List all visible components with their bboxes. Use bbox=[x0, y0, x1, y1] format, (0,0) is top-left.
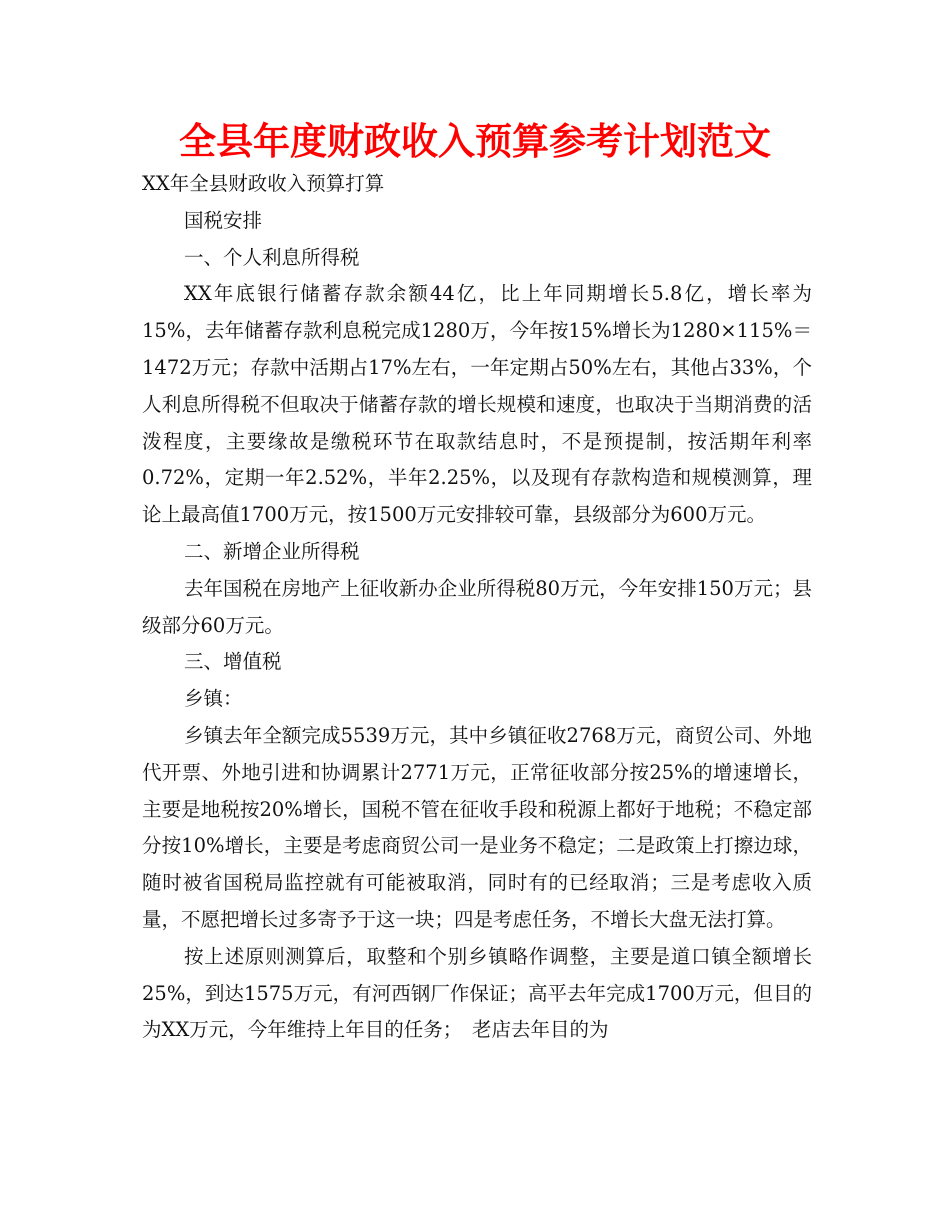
paragraph-enterprise-tax: 去年国税在房地产上征收新办企业所得税80万元，今年安排150万元；县级部分60万元。 bbox=[142, 576, 812, 637]
paragraph-interest-tax: XX年底银行储蓄存款余额44亿，比上年同期增长5.8亿，增长率为15%，去年储蓄存款利息税完成1280万，今年按15%增长为1280×115%＝1472万元；存款中活期占17%左右，一年定期占50%左右，其他占33%，个人利息所得税不但取决于储蓄存款的增长规模和速度，也取决于当期消费的活泼程度，主要缘故是缴税环节在取款结息时，不是预提制，按活期年利率0.72%，定期一年2.52%，半年2.25%，以及现有存款构造和规模测算，理论上最高值1700万元，按1500万元安排较可靠，县级部分为600万元。 bbox=[142, 282, 812, 527]
paragraph-townships: 乡镇去年全额完成5539万元，其中乡镇征收2768万元，商贸公司、外地代开票、外地引进和协调累计2771万元，正常征收部分按25%的增速增长，主要是地税按20%增长，国税不管在征收手段和税源上都好于地税；不稳定部分按10%增长，主要是考虑商贸公司一是业务不稳定；二是政策上打擦边球，随时被省国税局监控就有可能被取消，同时有的已经取消；三是考虑收入质量，不愿把增长过多寄予于这一块；四是考虑任务，不增长大盘无法打算。 bbox=[142, 723, 812, 931]
subsection-heading-interest-tax: 一、个人利息所得税 bbox=[184, 245, 360, 269]
plan-heading: XX年全县财政收入预算打算 bbox=[142, 172, 385, 195]
subsection-heading-enterprise-tax: 二、新增企业所得税 bbox=[184, 539, 360, 563]
document-title: 全县年度财政收入预算参考计划范文 bbox=[179, 120, 771, 163]
section-heading-national-tax: 国税安排 bbox=[184, 208, 263, 232]
subsection-heading-vat: 三、增值税 bbox=[184, 650, 282, 674]
paragraph-calculation: 按上述原则测算后，取整和个别乡镇略作调整，主要是道口镇全额增长25%，到达1575万元，有河西钢厂作保证；高平去年完成1700万元，但目的为XX万元，今年维持上年目的任务； 老店去年目的为 bbox=[142, 944, 812, 1042]
label-townships: 乡镇： bbox=[184, 687, 243, 711]
document-body bbox=[142, 166, 812, 1049]
